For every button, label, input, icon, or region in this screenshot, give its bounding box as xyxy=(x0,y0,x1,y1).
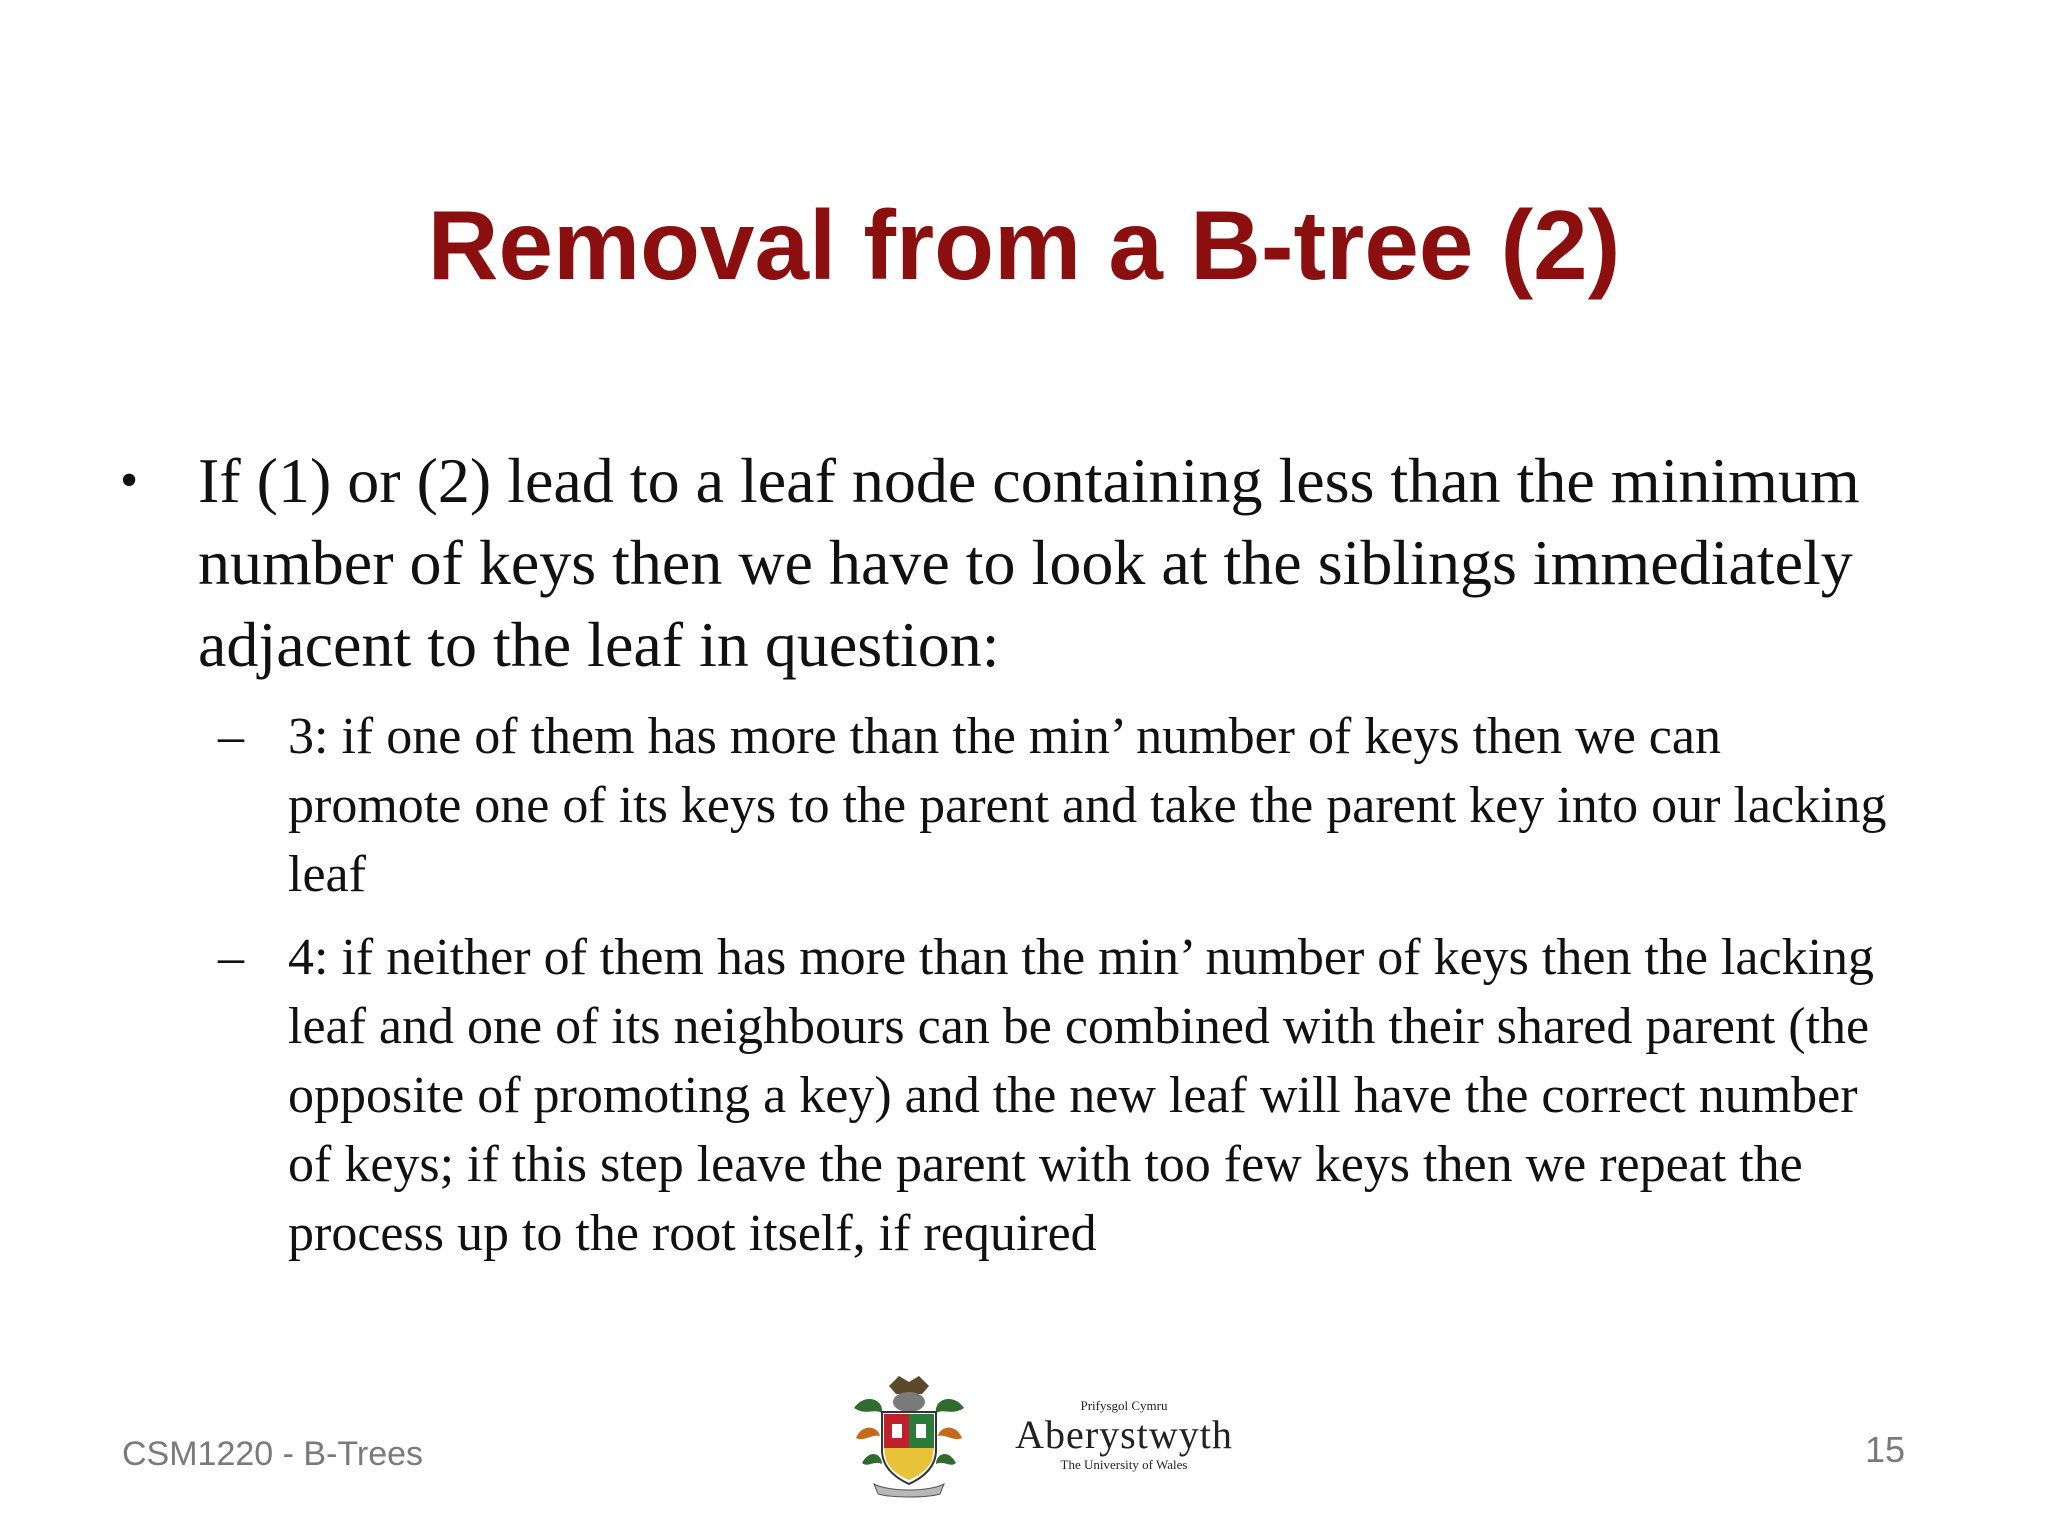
dash-icon: – xyxy=(218,708,244,765)
bullet-dot-icon: • xyxy=(120,452,139,509)
wordmark-name: Aberystwyth xyxy=(1015,1412,1233,1457)
bullet-text: If (1) or (2) lead to a leaf node containing less than the minimum number of keys then we have to look at the siblings immediately adjacent to the leaf in question: xyxy=(198,445,1860,680)
slide-title: Removal from a B-tree (2) xyxy=(427,190,1621,300)
page-number: 15 xyxy=(1864,1429,1905,1470)
sub-bullet-item xyxy=(110,923,1900,1268)
wordmark-top-text: Prifysgol Cymru xyxy=(1080,1398,1168,1413)
university-crest-icon xyxy=(844,1368,974,1498)
footer-course-label: CSM1220 - B-Trees xyxy=(122,1435,424,1473)
university-wordmark xyxy=(1004,1398,1244,1474)
sub-bullet-text: 3: if one of them has more than the min’ number of keys then we can promote one of its keys to the parent and take the parent key into our lacking leaf xyxy=(288,708,1887,903)
slide-body xyxy=(110,440,1900,1282)
sub-bullet-list xyxy=(110,702,1900,1268)
wordmark-bottom-text: The University of Wales xyxy=(1060,1457,1188,1472)
bullet-item xyxy=(110,440,1900,686)
dash-icon: – xyxy=(218,929,244,986)
university-logo xyxy=(844,1368,1244,1498)
sub-bullet-item xyxy=(110,702,1900,909)
sub-bullet-text: 4: if neither of them has more than the min’ number of keys then the lacking leaf and one of its neighbours can be combined with their shared parent (the opposite of promoting a key) and the new leaf will have the correct number of keys; if this step leave the parent with too few keys then we repeat the process up to the root itself, if required xyxy=(288,929,1875,1262)
